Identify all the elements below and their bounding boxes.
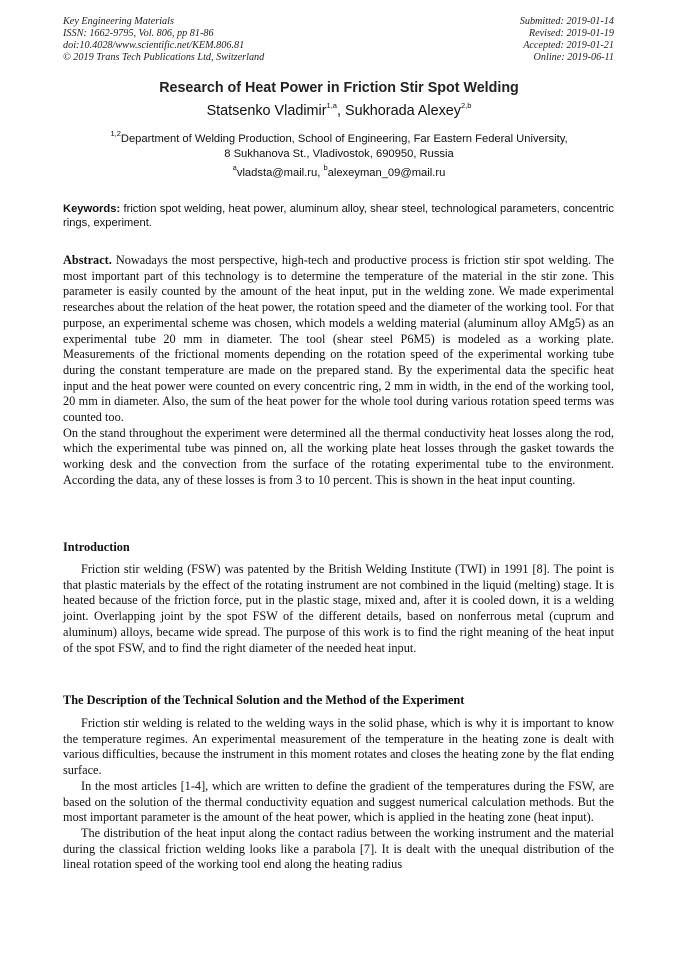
introduction-heading: Introduction (63, 540, 130, 554)
affiliation-sup: 1,2 (110, 129, 121, 139)
date-submitted: Submitted: 2019-01-14 (519, 16, 614, 27)
journal-doi[interactable]: doi:10.4028/www.scientific.net/KEM.806.81 (63, 40, 245, 51)
author-1: Statsenko Vladimir (206, 103, 327, 119)
description-paragraph-3: The distribution of the heat input along the contact radius between the working instrument and the material during the classical friction welding looks like a parabola [7]. It is dealt with the unequal distribution of the lineal rotation speed of the working tool end along the heating radius (63, 825, 614, 872)
description-section (63, 716, 614, 873)
journal-copyright: © 2019 Trans Tech Publications Ltd, Switzerland (63, 52, 265, 63)
abstract-paragraph-2: On the stand throughout the experiment were determined all the thermal conductivity heat losses along the rod, which the experimental tube was pinned on, all the working plate heat losses through the gasket towards the working desk and the convection from the surface of the rotating experimental tube to the environment. According the data, any of these losses is from 3 to 10 percent. This is shown in the heat input counting. (63, 425, 614, 487)
abstract-label: Abstract. (63, 253, 112, 267)
journal-info (63, 16, 264, 64)
email-b[interactable]: alexeyman_09@mail.ru (327, 167, 446, 179)
affiliation-line-2: 8 Sukhanova St., Vladivostok, 690950, Russia (224, 148, 454, 160)
email-a-sup: a (232, 163, 237, 173)
description-paragraph-2: In the most articles [1-4], which are written to define the gradient of the temperatures during the FSW, are based on the solution of the thermal conductivity equation and suggest numerical calculation methods. But the most important parameter is the amount of the heat power, which is applied in the heating zone (heat input). (63, 778, 614, 825)
journal-name: Key Engineering Materials (63, 16, 174, 27)
introduction-section (63, 562, 614, 656)
publication-dates (520, 16, 614, 64)
author-2-sup: 2,b (461, 101, 472, 111)
journal-issn: ISSN: 1662-9795, Vol. 806, pp 81-86 (63, 28, 214, 39)
date-accepted: Accepted: 2019-01-21 (523, 40, 614, 51)
affiliation (0, 129, 678, 162)
title-part-bold: Research of Heat Power (159, 80, 327, 96)
title-part-rest: in Friction Stir Spot Welding (326, 80, 519, 96)
keywords-text: friction spot welding, heat power, aluminum alloy, shear steel, technological parameters, concentric rings, experiment. (63, 203, 614, 229)
description-paragraph-1: Friction stir welding is related to the welding ways in the solid phase, which is why it is important to know the temperature regimes. An experimental measurement of the temperature in the heating zone is dealt with various difficulties, because the instrument in this moment rotates and closes the heating zone by the flat ending surface. (63, 716, 614, 778)
abstract-p1-text: Nowadays the most perspective, high-tech and productive process is friction stir spot welding. The most important part of this technology is to determine the temperature of the material in the stir zone. This parameter is easily counted by the amount of the heat input, put in the welding zone. We made experimental researches about the relation of the heat power, the rotation speed and the diameter of the working tool. For that purpose, an experimental scheme was chosen, which models a welding material (aluminum alloy AMg5) as an experimental tube 20 mm in diameter. The tool (shear steel P6M5) is modeled as a working plate. Measurements of the frictional moments depending on the rotation speed of the experimental working tube during the constant temperature are made on the prepared stand. By the experimental data the specific heat input and the heat power were counted on every concentric ring, 2 mm in width, in the end of the working tool, 20 mm in diameter. Also, the sum of the heat power for the whole tool during various rotation speed terms was counted too. (63, 253, 614, 425)
introduction-paragraph-1: Friction stir welding (FSW) was patented by the British Welding Institute (TWI) in 1991 [8]. The point is that plastic materials by the effect of the rotating instrument are not combined in the liquid (melting) stage. It is heated because of the friction force, put in the plastic stage, mixed and, after it is cooled down, it is a welding joint. Overlapping joint by the spot FSW of the different details, based on nonferrous metal (cuprum and aluminum) alloys, became wide spread. The purpose of this work is to find the right meaning of the heat input of the spot FSW, and to find the right diameter of the needed heat input. (63, 562, 614, 655)
date-revised: Revised: 2019-01-19 (528, 28, 614, 39)
keywords (63, 202, 614, 230)
affiliation-line-1-text: Department of Welding Production, School of Engineering, Far Eastern Federal University, (120, 133, 568, 145)
author-emails (0, 163, 678, 179)
paper-title (0, 80, 678, 96)
date-online: Online: 2019-06-11 (533, 52, 614, 63)
abstract (63, 253, 614, 489)
abstract-paragraph-1 (63, 253, 614, 426)
author-2: Sukhorada Alexey (344, 103, 461, 119)
author-1-sup: 1,a (326, 101, 337, 111)
email-b-sup: b (323, 163, 328, 173)
email-a[interactable]: vladsta@mail.ru, (236, 167, 324, 179)
description-heading: The Description of the Technical Solution and the Method of the Experiment (63, 693, 465, 707)
author-list (0, 103, 678, 119)
keywords-label: Keywords: (63, 203, 121, 215)
author-separator: , (336, 103, 345, 119)
affiliation-line-1 (0, 129, 678, 147)
